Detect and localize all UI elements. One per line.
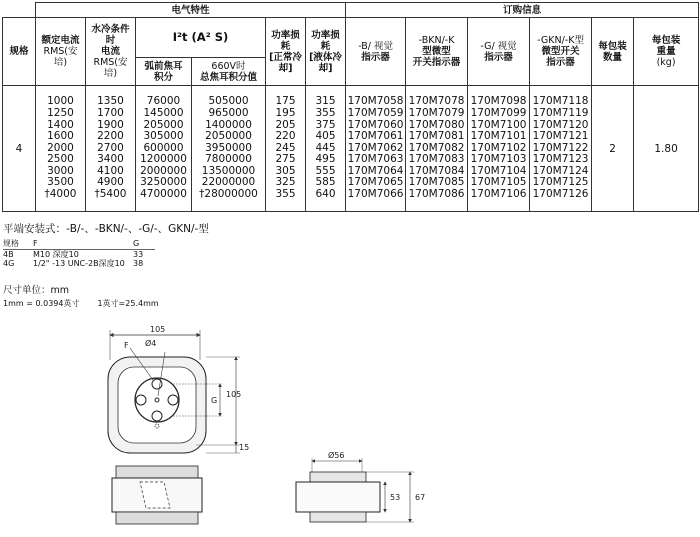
cell-g: 170M7106 <box>470 188 527 201</box>
cell-total: 1400000 <box>205 118 252 131</box>
cell-gkn: 170M7126 <box>532 188 589 201</box>
cell-water: 1350 <box>97 95 124 108</box>
cell-water: 4100 <box>97 164 124 177</box>
header-gkn: -GKN/-K型 微型开关 指示器 <box>530 18 592 86</box>
cell-total: 2050000 <box>205 130 252 143</box>
cell-loss-l: 375 <box>315 118 336 131</box>
front-view <box>112 466 202 524</box>
cell-loss-n: 195 <box>275 106 296 119</box>
unit-conversion: 1mm = 0.0394英寸 1英寸=25.4mm <box>3 299 159 308</box>
cell-water: 2700 <box>97 141 124 154</box>
header-g: -G/ 视觉 指示器 <box>468 18 530 86</box>
cell-gkn: 170M7122 <box>532 141 589 154</box>
cell-total: 7800000 <box>205 153 252 166</box>
cell-b: 170M7060 <box>347 118 404 131</box>
cell-rated: 2500 <box>47 153 74 166</box>
header-bkn: -BKN/-K 型微型 开关指示器 <box>406 18 468 86</box>
cell-b: 170M7065 <box>347 176 404 189</box>
cell-total: 965000 <box>208 106 249 119</box>
cell-rated: 1600 <box>47 130 74 143</box>
header-i2t: I²t (A² S) <box>136 18 266 58</box>
label-f: F <box>124 341 129 350</box>
label-hole: Ø4 <box>145 339 157 348</box>
cell-b: 170M7064 <box>347 164 404 177</box>
cell-water: 2200 <box>97 130 124 143</box>
cell-loss-l: 555 <box>315 164 336 177</box>
cell-loss-n: 355 <box>275 188 296 201</box>
cell-gkn: 170M7123 <box>532 153 589 166</box>
cell-g: 170M7103 <box>470 153 527 166</box>
cell-loss-l: 640 <box>315 188 336 201</box>
cell-rated: 3000 <box>47 164 74 177</box>
cell-g: 170M7105 <box>470 176 527 189</box>
header-loss-liquid: 功率损耗 [液体冷却] <box>306 18 346 86</box>
mounting-title: 平端安装式：-B/-、-BKN/-、-G/-、GKN/-型 <box>3 223 209 235</box>
top-view <box>108 325 249 453</box>
header-total: 660V时 总焦耳积分值 <box>192 58 266 86</box>
cell-g: 170M7101 <box>470 130 527 143</box>
dim-width-label: 105 <box>150 325 166 334</box>
cell-g: 170M7104 <box>470 164 527 177</box>
thread-head-g: G <box>133 239 155 249</box>
dim-67-label: 67 <box>415 493 426 502</box>
header-water-cooled: 水冷条件时 电流 RMS(安培) <box>86 18 136 86</box>
cell-water: 1900 <box>97 118 124 131</box>
header-rated-current: 额定电流 RMS(安培) <box>36 18 86 86</box>
cell-total: 505000 <box>208 95 249 108</box>
cell-b: 170M7063 <box>347 153 404 166</box>
unit-label: 尺寸单位：mm <box>3 285 70 296</box>
cell-prearc: 600000 <box>143 141 184 154</box>
cell-bkn: 170M7083 <box>408 153 465 166</box>
cell-rated: †4000 <box>44 188 77 201</box>
cell-water: 3400 <box>97 153 124 166</box>
thread-row: 4G 1/2" -13 UNC-2B深度10 38 <box>3 259 144 268</box>
cell-prearc: 1200000 <box>140 153 187 166</box>
cell-prearc: 76000 <box>146 95 181 108</box>
header-size: 规格 <box>3 18 36 86</box>
size-cell: 4 <box>3 86 36 212</box>
cell-g: 170M7102 <box>470 141 527 154</box>
cell-prearc: 2000000 <box>140 164 187 177</box>
cell-loss-n: 205 <box>275 118 296 131</box>
header-pack-qty: 每包装 数量 <box>592 18 634 86</box>
dim-bottom-label: 15 <box>239 443 250 452</box>
header-weight: 每包装 重量 (kg) <box>634 18 699 86</box>
thread-head-f: F <box>33 239 133 249</box>
label-g: G <box>211 396 218 405</box>
cell-bkn: 170M7082 <box>408 141 465 154</box>
group-ordering: 订购信息 <box>346 3 699 18</box>
cell-gkn: 170M7124 <box>532 164 589 177</box>
cell-loss-l: 315 <box>315 95 336 108</box>
cell-bkn: 170M7086 <box>408 188 465 201</box>
cell-bkn: 170M7081 <box>408 130 465 143</box>
cell-loss-n: 220 <box>275 130 296 143</box>
cell-b: 170M7061 <box>347 130 404 143</box>
side-view <box>296 450 425 522</box>
cell-bkn: 170M7080 <box>408 118 465 131</box>
dim-53-label: 53 <box>390 493 401 502</box>
cell-bkn: 170M7078 <box>408 95 465 108</box>
cell-loss-n: 175 <box>275 95 296 108</box>
cell-rated: 1400 <box>47 118 74 131</box>
cell-total: †28000000 <box>199 188 258 201</box>
cell-prearc: 305000 <box>143 130 184 143</box>
header-prearc: 弧前焦耳 积分 <box>136 58 192 86</box>
cell-gkn: 170M7118 <box>532 95 589 108</box>
cell-loss-l: 355 <box>315 106 336 119</box>
weight-cell: 1.80 <box>634 86 699 212</box>
cell-water: †5400 <box>94 188 127 201</box>
cell-prearc: 4700000 <box>140 188 187 201</box>
cell-gkn: 170M7119 <box>532 106 589 119</box>
cell-gkn: 170M7125 <box>532 176 589 189</box>
cell-total: 3950000 <box>205 141 252 154</box>
group-electrical: 电气特性 <box>36 3 346 18</box>
cell-prearc: 145000 <box>143 106 184 119</box>
cell-b: 170M7058 <box>347 95 404 108</box>
cell-rated: 2000 <box>47 141 74 154</box>
thread-head-size: 规格 <box>3 239 33 249</box>
cell-gkn: 170M7121 <box>532 130 589 143</box>
cell-loss-n: 325 <box>275 176 296 189</box>
cell-water: 4900 <box>97 176 124 189</box>
cell-prearc: 205000 <box>143 118 184 131</box>
cell-b: 170M7062 <box>347 141 404 154</box>
pack-qty-cell: 2 <box>592 86 634 212</box>
cell-loss-l: 405 <box>315 130 336 143</box>
cell-loss-l: 445 <box>315 141 336 154</box>
cell-loss-l: 495 <box>315 153 336 166</box>
cell-water: 1700 <box>97 106 124 119</box>
dim-diameter-label: Ø56 <box>328 451 345 460</box>
cell-bkn: 170M7085 <box>408 176 465 189</box>
cell-gkn: 170M7120 <box>532 118 589 131</box>
cell-loss-l: 585 <box>315 176 336 189</box>
cell-b: 170M7059 <box>347 106 404 119</box>
cell-prearc: 3250000 <box>140 176 187 189</box>
cell-loss-n: 275 <box>275 153 296 166</box>
cell-g: 170M7098 <box>470 95 527 108</box>
cell-total: 13500000 <box>201 164 256 177</box>
dim-height-label: 105 <box>226 390 242 399</box>
cell-bkn: 170M7084 <box>408 164 465 177</box>
header-loss-normal: 功率损耗 [正常冷却] <box>266 18 306 86</box>
cell-rated: 3500 <box>47 176 74 189</box>
cell-total: 22000000 <box>201 176 256 189</box>
thread-row: 4B M10 深度10 33 <box>3 249 144 259</box>
cell-rated: 1250 <box>47 106 74 119</box>
cell-b: 170M7066 <box>347 188 404 201</box>
header-b: -B/ 视觉 指示器 <box>346 18 406 86</box>
cell-loss-n: 245 <box>275 141 296 154</box>
cell-loss-n: 305 <box>275 164 296 177</box>
cell-g: 170M7100 <box>470 118 527 131</box>
cell-g: 170M7099 <box>470 106 527 119</box>
cell-rated: 1000 <box>47 95 74 108</box>
cell-bkn: 170M7079 <box>408 106 465 119</box>
